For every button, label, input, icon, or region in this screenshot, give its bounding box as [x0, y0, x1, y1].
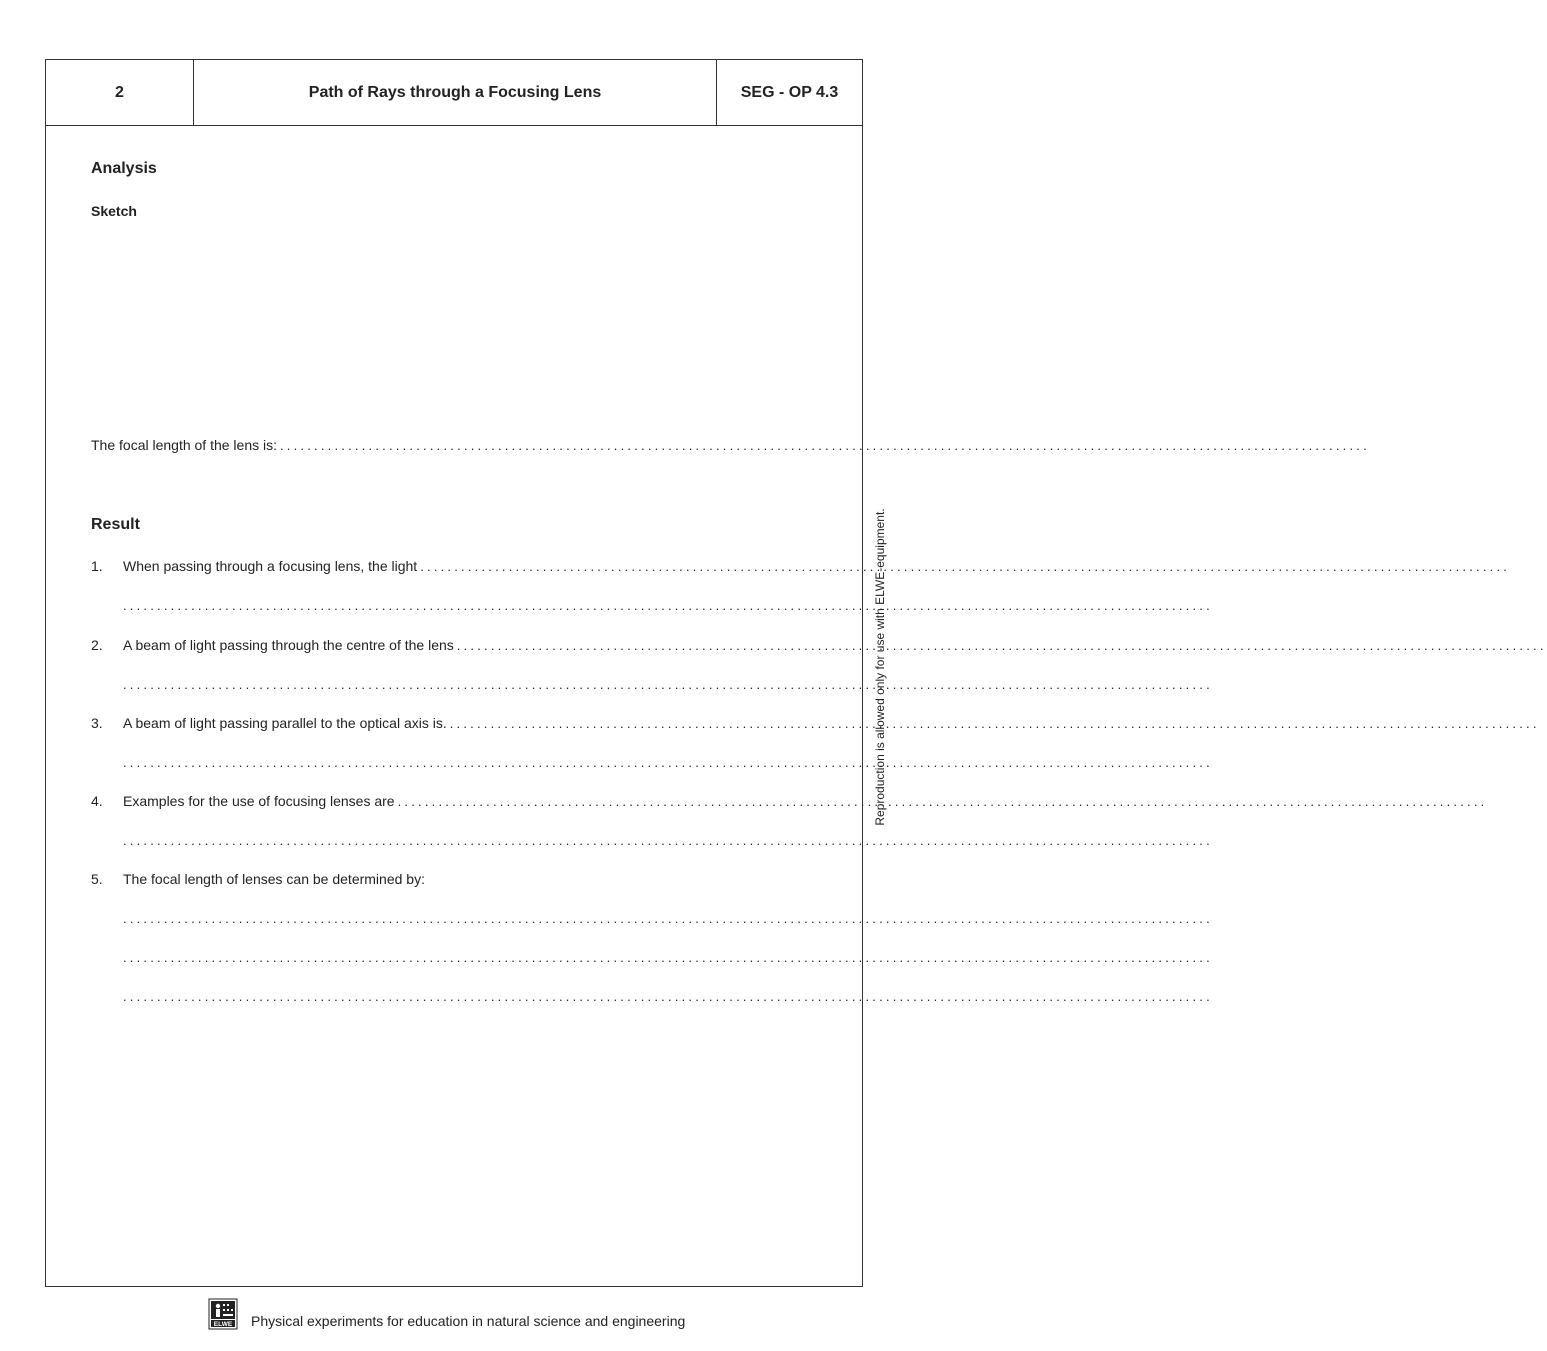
- item-text: A beam of light passing through the centre of the lens: [123, 637, 454, 653]
- item-text: When passing through a focusing lens, the light: [123, 558, 418, 574]
- header-table: [46, 60, 862, 126]
- answer-dots: ................................................................................................................................................................: [123, 989, 1213, 1004]
- item-number: 1.: [91, 558, 103, 574]
- document-code: SEG - OP 4.3: [740, 83, 839, 101]
- result-item-1[interactable]: [123, 558, 1511, 576]
- answer-line[interactable]: [123, 677, 1213, 695]
- answer-dots: ................................................................................................................................................................: [123, 833, 1213, 848]
- answer-line[interactable]: [123, 989, 1213, 1007]
- page-title: Path of Rays through a Focusing Lens: [194, 60, 717, 125]
- analysis-heading: Analysis: [91, 160, 157, 177]
- answer-line[interactable]: [123, 911, 1213, 929]
- answer-dots: ................................................................................................................................................................: [123, 950, 1213, 965]
- answer-line[interactable]: [123, 598, 1213, 616]
- item-number: 2.: [91, 637, 103, 653]
- focal-length-label: The focal length of the lens is:: [91, 437, 277, 453]
- elwe-logo: [209, 1299, 237, 1329]
- elwe-logo-icon: [209, 1299, 237, 1329]
- item-text: Examples for the use of focusing lenses are: [123, 793, 395, 809]
- page-number: 2: [46, 60, 194, 125]
- answer-dots: ................................................................................................................................................................: [123, 598, 1213, 613]
- footer-tagline: Physical experiments for education in natural science and engineering: [251, 1313, 686, 1329]
- answer-dots: ................................................................................................................................................................: [123, 677, 1213, 692]
- item-number: 3.: [91, 715, 103, 731]
- result-item-2[interactable]: [123, 637, 1547, 655]
- answer-dots: ................................................................................................................................................................: [420, 559, 1511, 574]
- logo-text: ELWE: [213, 1321, 233, 1328]
- reproduction-note: Reproduction is allowed only for use with ELWE-equipment.: [873, 508, 887, 826]
- result-item-3[interactable]: [123, 715, 1540, 733]
- answer-line[interactable]: [123, 950, 1213, 968]
- answer-dots: ................................................................................................................................................................: [449, 716, 1540, 731]
- item-text: A beam of light passing parallel to the optical axis is.: [123, 715, 447, 731]
- sketch-area[interactable]: [91, 232, 809, 412]
- answer-dots: ................................................................................................................................................................: [280, 438, 1370, 453]
- answer-dots: ................................................................................................................................................................: [456, 638, 1547, 653]
- item-number: 4.: [91, 793, 103, 809]
- item-number: 5.: [91, 871, 103, 887]
- answer-dots: ................................................................................................................................................................: [123, 911, 1213, 926]
- focal-length-line[interactable]: [91, 437, 1370, 455]
- answer-dots: ................................................................................................................................................................: [397, 794, 1488, 809]
- result-item-5: The focal length of lenses can be determined by:: [123, 871, 425, 887]
- sketch-subheading: Sketch: [91, 203, 137, 219]
- footer: [209, 1297, 685, 1329]
- result-item-4[interactable]: [123, 793, 1488, 811]
- answer-line[interactable]: [123, 833, 1213, 851]
- answer-dots: ................................................................................................................................................................: [123, 755, 1213, 770]
- answer-line[interactable]: [123, 755, 1213, 773]
- result-heading: Result: [91, 516, 140, 533]
